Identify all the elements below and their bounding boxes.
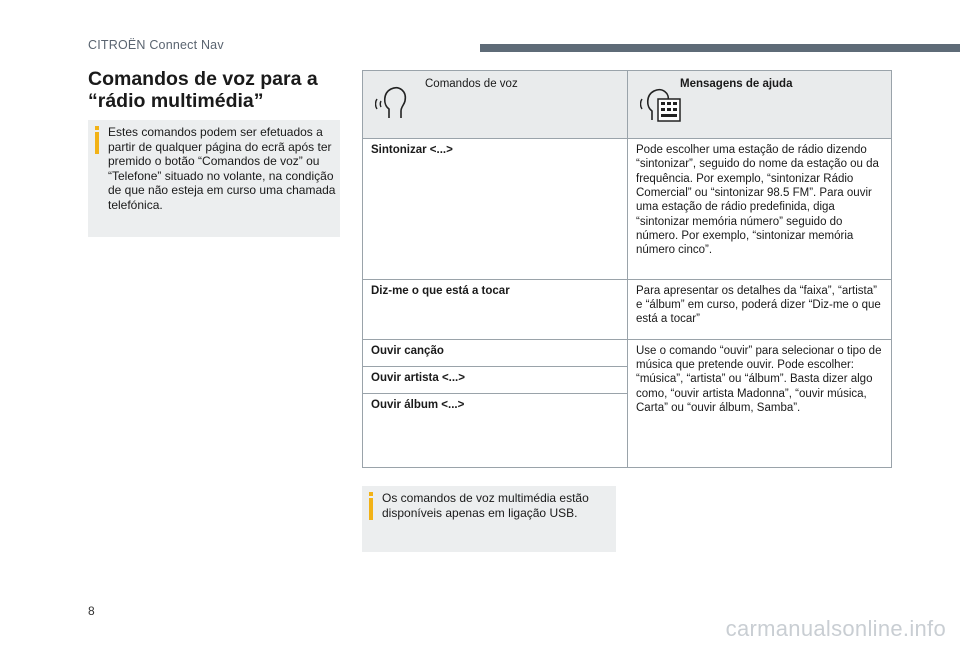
info-box-top [88, 120, 340, 237]
section-title: Comandos de voz para a “rádio multimédia” [88, 68, 318, 112]
command-cell: Ouvir artista <...> [363, 366, 628, 393]
table-row [363, 139, 892, 279]
command-cell: Ouvir canção [363, 339, 628, 366]
help-cell: Use o comando “ouvir” para selecionar o tipo de música que pretende ouvir. Pode escolher: “música”, “artista” ou “álbum”. Basta dizer algo como, “ouvir artista Madonna”, “ouvir música, Carta” ou “ouvir álbum, Samba”. [628, 339, 892, 467]
info-icon [94, 126, 100, 156]
table-header-help-label: Mensagens de ajuda [680, 78, 793, 90]
table-header-row [363, 71, 892, 139]
watermark: carmanualsonline.info [725, 616, 946, 641]
help-message-icon [640, 83, 682, 123]
table-row [363, 339, 892, 366]
table-header-commands-label: Comandos de voz [425, 78, 518, 90]
table-header-commands [363, 71, 628, 139]
table-header-help [628, 71, 892, 139]
info-text-top: Estes comandos podem ser efetuados a partir de qualquer página do ecrã após ter premido o botão “Comandos de voz” ou “Telefone” situado no volante, na condição de que não esteja em curso uma chamada telefónica. [108, 125, 336, 212]
info-text-bottom: Os comandos de voz multimédia estão disponíveis apenas em ligação USB. [382, 491, 589, 520]
voice-command-icon [375, 83, 409, 121]
command-cell: Ouvir álbum <...> [363, 393, 628, 467]
command-cell: Diz-me o que está a tocar [363, 279, 628, 339]
table-row [363, 279, 892, 339]
info-icon [368, 492, 374, 522]
header-title: CITROËN Connect Nav [88, 38, 224, 52]
help-cell: Pode escolher uma estação de rádio dizendo “sintonizar”, seguido do nome da estação ou da frequência. Por exemplo, “sintonizar Rádio Comercial” ou “sintonizar 98.5 FM”. Para ouvir uma estação de rádio predefinida, diga “sintonizar memória número” seguido do número. Por exemplo, “sintonizar memória número cinco”. [628, 139, 892, 279]
info-box-bottom [362, 486, 616, 552]
page-number: 8 [88, 604, 95, 618]
command-cell: Sintonizar <...> [363, 139, 628, 279]
help-cell: Para apresentar os detalhes da “faixa”, “artista” e “álbum” em curso, poderá dizer “Diz-me o que está a tocar” [628, 279, 892, 339]
header-bar [480, 44, 960, 52]
voice-commands-table [362, 70, 892, 468]
